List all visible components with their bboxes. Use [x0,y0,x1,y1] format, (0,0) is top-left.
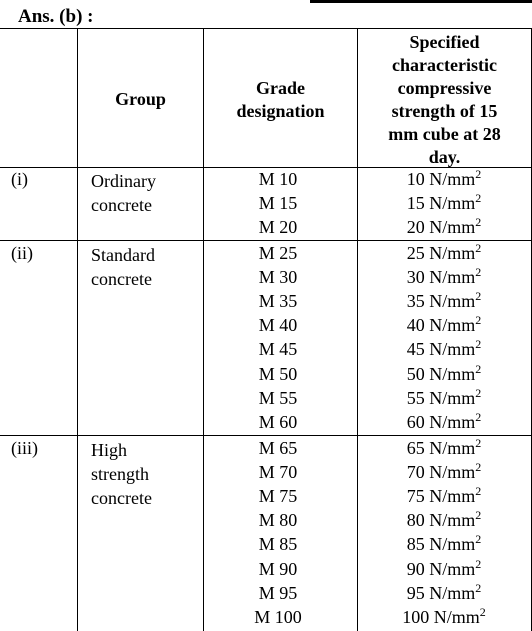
unit-exponent: 2 [475,313,482,328]
group-number: (ii) [11,243,33,263]
grade-cell: M 50 [258,363,298,384]
strength-cell: 95 $N/mm^2$ [406,580,482,603]
strength-cell: 35 $N/mm^2$ [406,289,482,312]
grade-cell: M 45 [258,339,298,360]
unit-exponent: 2 [475,460,482,475]
unit-exponent: 2 [475,580,482,595]
grade-cell: M 25 [258,243,298,263]
grade-cell: M 20 [258,217,298,238]
group-number: (iii) [11,438,38,458]
grade-cell: M 35 [258,291,298,312]
strength-cell: 60 $N/mm^2$ [406,409,482,432]
grade-cell: M 95 [258,582,298,603]
strength-cell: 75 $N/mm^2$ [406,484,482,507]
answer-label: Ans. (b) : [18,6,94,27]
group-number: (i) [11,169,28,189]
top-rule [310,0,532,3]
strength-cell: 65 $N/mm^2$ [406,436,482,458]
unit-exponent: 2 [475,191,482,206]
header-group: Group [115,89,166,109]
unit-exponent: 2 [475,241,482,255]
grade-cell: M 100 [254,606,302,627]
column-divider [77,29,78,631]
unit-exponent: 2 [475,484,482,499]
strength-cell: 50 $N/mm^2$ [406,361,482,384]
grade-cell: M 70 [258,462,298,483]
group-rule [0,435,532,436]
group-name: High strength concrete [91,440,152,508]
unit-exponent: 2 [475,265,482,280]
grade-cell: M 55 [258,387,298,408]
strength-cell: 10 $N/mm^2$ [406,167,482,189]
unit-exponent: 2 [475,508,482,523]
strength-cell: 80 $N/mm^2$ [406,508,482,531]
grade-cell: M 30 [258,267,298,288]
grade-cell: M 75 [258,486,298,507]
strength-cell: 55 $N/mm^2$ [406,385,482,408]
strength-cell: 20 $N/mm^2$ [406,215,482,238]
unit-exponent: 2 [475,215,482,230]
strength-cell: 15 $N/mm^2$ [406,191,482,214]
header-grade: Grade designation [236,78,325,121]
strength-cell: 90 $N/mm^2$ [406,556,482,579]
group-name: Ordinary concrete [91,171,156,215]
grade-cell: M 10 [258,169,298,189]
unit-exponent: 2 [475,361,482,376]
unit-exponent: 2 [475,436,482,450]
unit-exponent: 2 [475,337,482,352]
strength-cell: 45 $N/mm^2$ [406,337,482,360]
grade-cell: M 90 [258,558,298,579]
header-strength: Specified characteristic compressive strength of 15 mm cube at 28 day. [388,32,501,167]
grade-cell: M 60 [258,411,298,432]
unit-exponent: 2 [475,409,482,424]
unit-exponent: 2 [479,604,486,619]
strength-cell: 70 $N/mm^2$ [406,460,482,483]
grade-cell: M 65 [258,438,298,458]
unit-exponent: 2 [475,556,482,571]
grade-cell: M 40 [258,315,298,336]
grade-cell: M 15 [258,193,298,214]
strength-cell: 25 $N/mm^2$ [406,241,482,263]
unit-exponent: 2 [475,532,482,547]
group-rule [0,240,532,241]
answer-rule [0,28,532,29]
strength-cell: 100 $N/mm^2$ [402,604,486,627]
strength-cell: 30 $N/mm^2$ [406,265,482,288]
group-name: Standard concrete [91,245,155,289]
unit-exponent: 2 [475,385,482,400]
strength-cell: 40 $N/mm^2$ [406,313,482,336]
grade-cell: M 85 [258,534,298,555]
unit-exponent: 2 [475,289,482,304]
grade-cell: M 80 [258,510,298,531]
strength-cell: 85 $N/mm^2$ [406,532,482,555]
unit-exponent: 2 [475,167,482,181]
